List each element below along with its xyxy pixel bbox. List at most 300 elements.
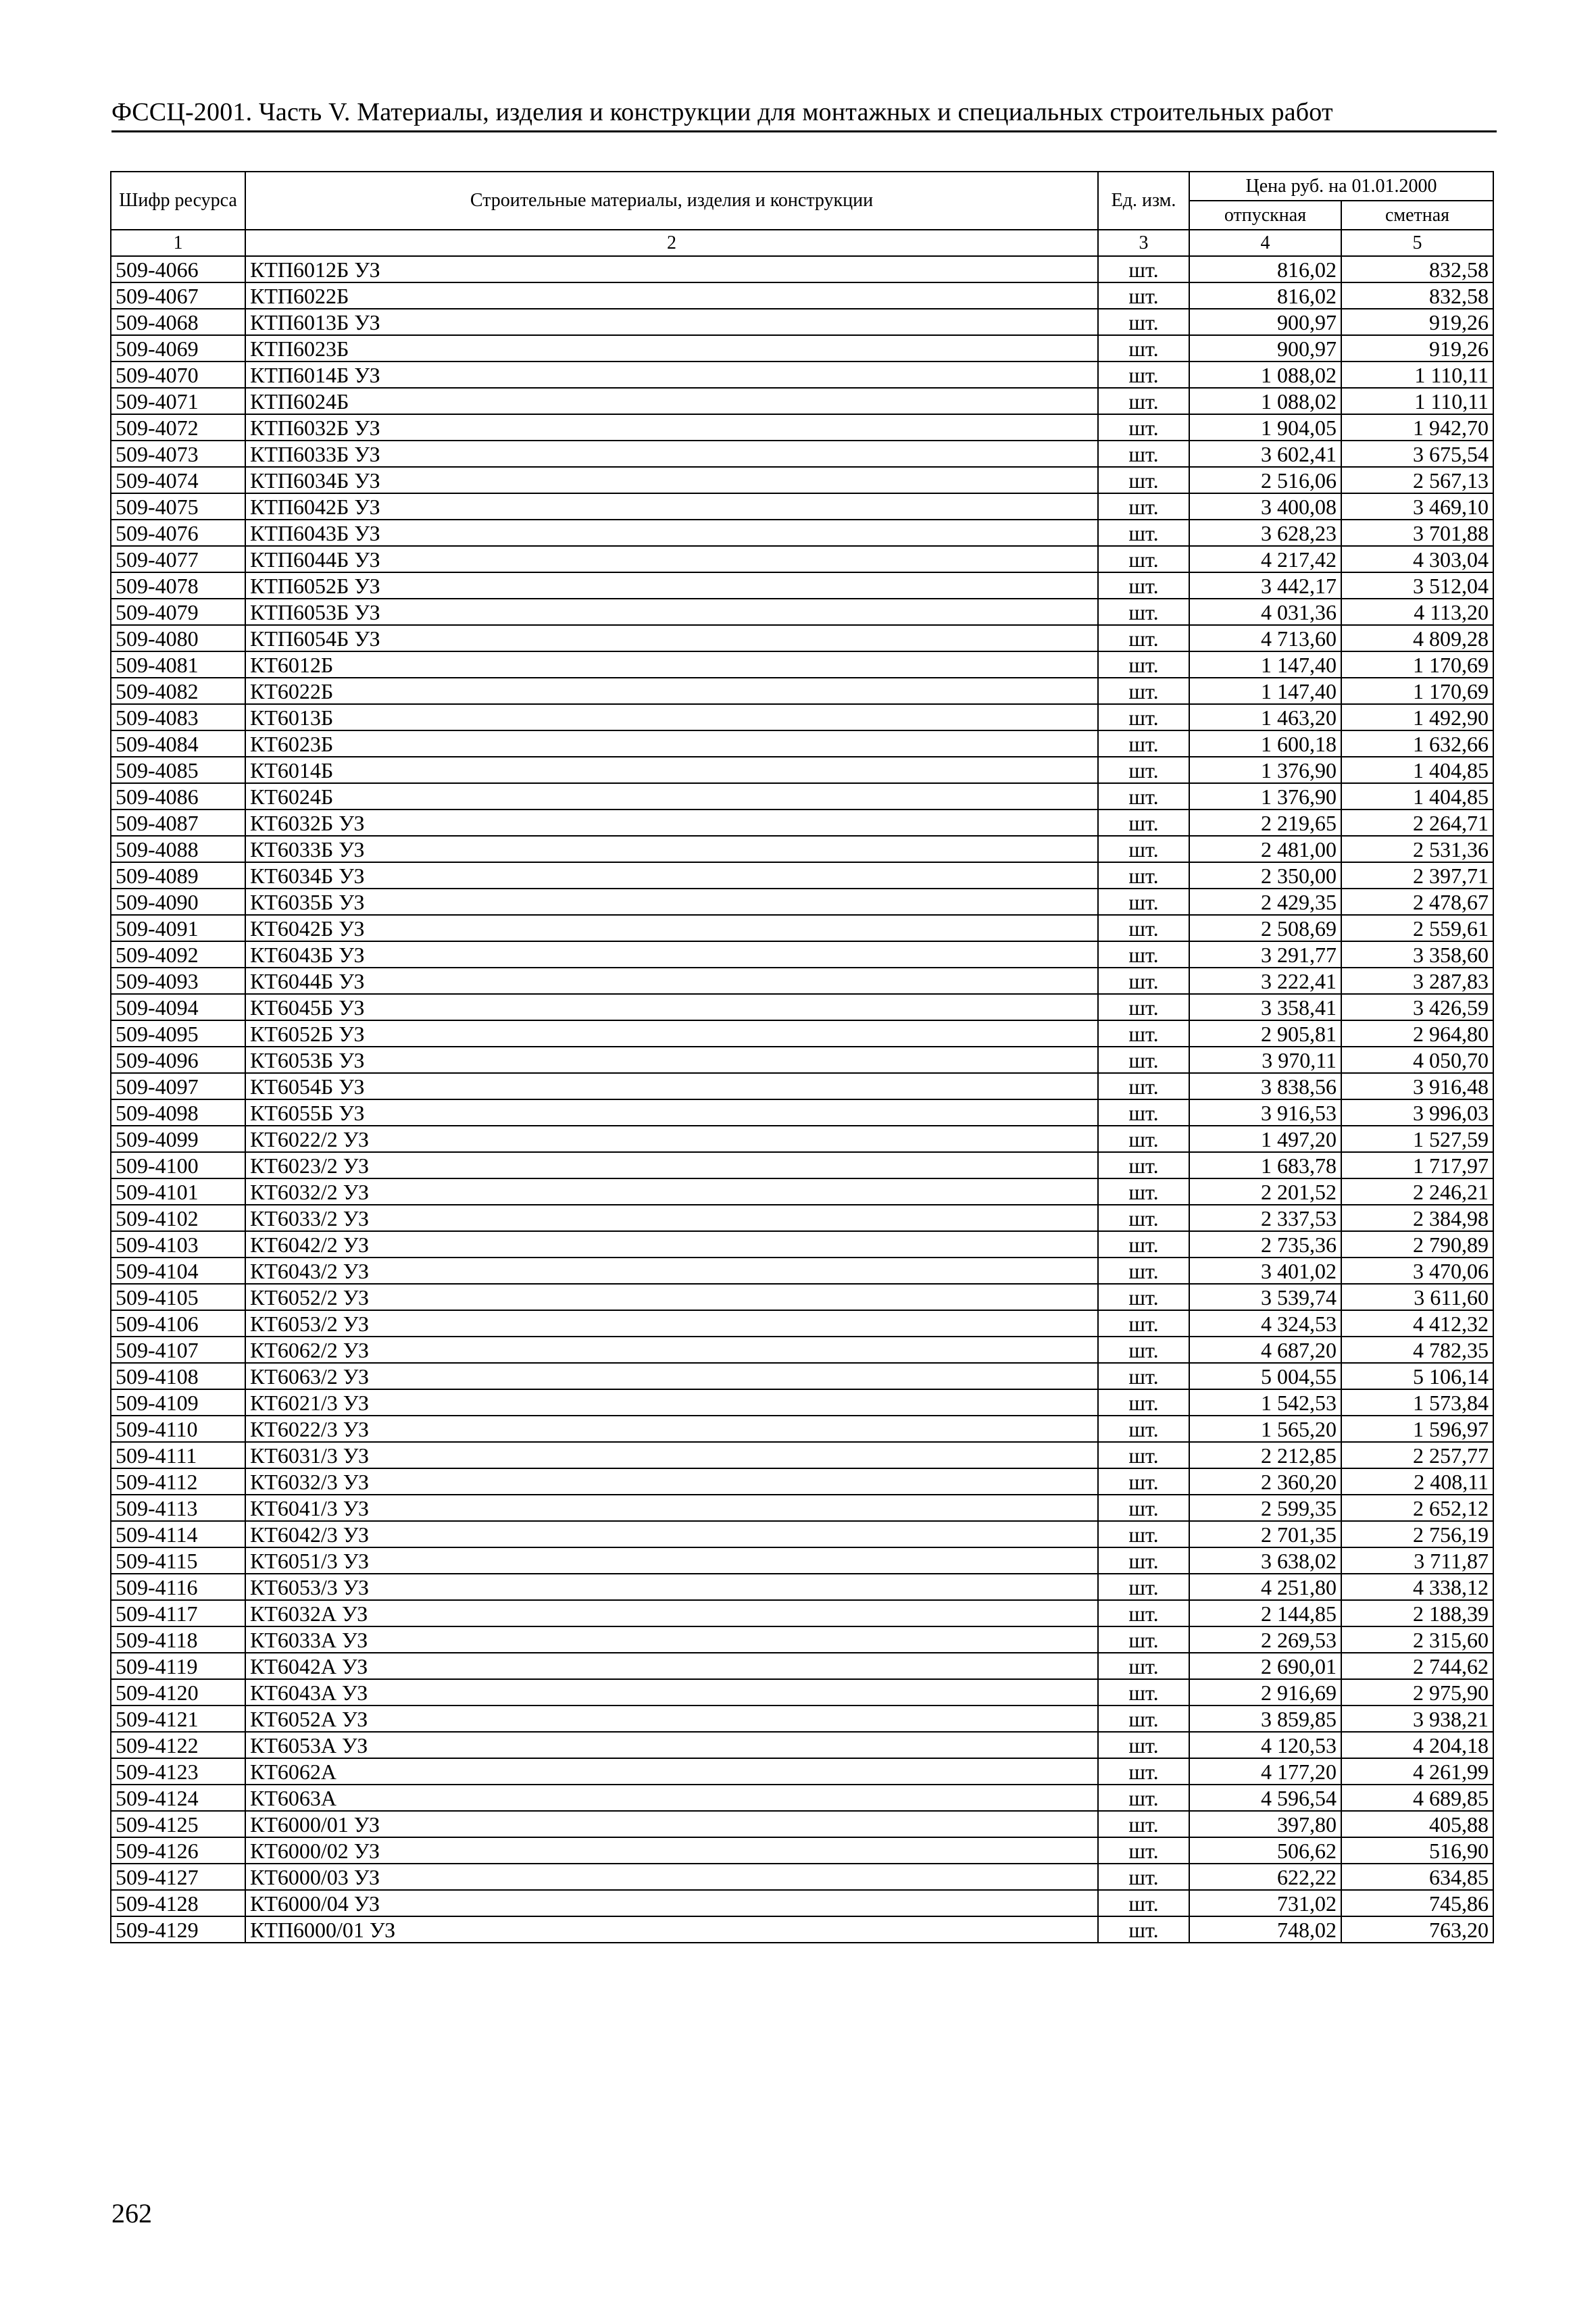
estimate-price-cell: 1 110,11 <box>1341 388 1493 414</box>
release-price-cell: 1 542,53 <box>1189 1389 1341 1416</box>
unit-cell: шт. <box>1098 1653 1189 1679</box>
table-row <box>111 1574 1493 1600</box>
estimate-price-cell: 763,20 <box>1341 1916 1493 1943</box>
resource-code-cell: 509-4119 <box>111 1653 245 1679</box>
table-row <box>111 1600 1493 1626</box>
material-name-cell: КТ6013Б <box>245 704 1098 730</box>
release-price-cell: 3 291,77 <box>1189 941 1341 968</box>
estimate-price-cell: 919,26 <box>1341 335 1493 362</box>
estimate-price-cell: 3 711,87 <box>1341 1547 1493 1574</box>
material-name-cell: КТП6022Б <box>245 282 1098 309</box>
material-name-cell: КТ6063/2 УЗ <box>245 1363 1098 1389</box>
material-name-cell: КТ6042/3 УЗ <box>245 1521 1098 1547</box>
material-name-cell: КТ6021/3 УЗ <box>245 1389 1098 1416</box>
release-price-cell: 2 516,06 <box>1189 467 1341 493</box>
unit-cell: шт. <box>1098 1547 1189 1574</box>
release-price-cell: 2 337,53 <box>1189 1205 1341 1231</box>
table-row <box>111 1706 1493 1732</box>
table-row <box>111 625 1493 651</box>
page-header-title: ФССЦ-2001. Часть V. Материалы, изделия и конструкции для монтажных и специальных строительных работ <box>111 98 1333 126</box>
estimate-price-cell: 2 188,39 <box>1341 1600 1493 1626</box>
unit-cell: шт. <box>1098 467 1189 493</box>
unit-cell: шт. <box>1098 1890 1189 1916</box>
unit-cell: шт. <box>1098 282 1189 309</box>
table-row <box>111 309 1493 335</box>
release-price-cell: 2 690,01 <box>1189 1653 1341 1679</box>
resource-code-cell: 509-4080 <box>111 625 245 651</box>
estimate-price-cell: 2 652,12 <box>1341 1495 1493 1521</box>
table-row <box>111 1310 1493 1337</box>
unit-cell: шт. <box>1098 520 1189 546</box>
unit-cell: шт. <box>1098 1020 1189 1047</box>
resource-code-cell: 509-4096 <box>111 1047 245 1073</box>
unit-cell: шт. <box>1098 994 1189 1020</box>
estimate-price-cell: 3 469,10 <box>1341 493 1493 520</box>
release-price-cell: 3 539,74 <box>1189 1284 1341 1310</box>
estimate-price-cell: 3 701,88 <box>1341 520 1493 546</box>
unit-cell: шт. <box>1098 599 1189 625</box>
release-price-cell: 3 838,56 <box>1189 1073 1341 1099</box>
resource-code-cell: 509-4092 <box>111 941 245 968</box>
header-release-price: отпускная <box>1189 201 1341 230</box>
estimate-price-cell: 2 384,98 <box>1341 1205 1493 1231</box>
table-row <box>111 915 1493 941</box>
table-row <box>111 1758 1493 1785</box>
resource-code-cell: 509-4094 <box>111 994 245 1020</box>
resource-code-cell: 509-4083 <box>111 704 245 730</box>
release-price-cell: 2 212,85 <box>1189 1442 1341 1468</box>
resource-code-cell: 509-4105 <box>111 1284 245 1310</box>
price-table-header <box>111 172 1493 256</box>
resource-code-cell: 509-4098 <box>111 1099 245 1126</box>
unit-cell: шт. <box>1098 915 1189 941</box>
unit-cell: шт. <box>1098 388 1189 414</box>
resource-code-cell: 509-4121 <box>111 1706 245 1732</box>
resource-code-cell: 509-4123 <box>111 1758 245 1785</box>
resource-code-cell: 509-4091 <box>111 915 245 941</box>
release-price-cell: 900,97 <box>1189 335 1341 362</box>
column-number: 2 <box>245 230 1098 256</box>
table-row <box>111 1521 1493 1547</box>
table-row <box>111 1468 1493 1495</box>
release-price-cell: 900,97 <box>1189 309 1341 335</box>
unit-cell: шт. <box>1098 1574 1189 1600</box>
table-row <box>111 730 1493 757</box>
table-row <box>111 520 1493 546</box>
unit-cell: шт. <box>1098 1811 1189 1837</box>
release-price-cell: 3 602,41 <box>1189 441 1341 467</box>
unit-cell: шт. <box>1098 1389 1189 1416</box>
table-row <box>111 599 1493 625</box>
unit-cell: шт. <box>1098 1758 1189 1785</box>
unit-cell: шт. <box>1098 1363 1189 1389</box>
header-code: Шифр ресурса <box>111 172 245 230</box>
unit-cell: шт. <box>1098 441 1189 467</box>
release-price-cell: 1 088,02 <box>1189 388 1341 414</box>
resource-code-cell: 509-4071 <box>111 388 245 414</box>
release-price-cell: 5 004,55 <box>1189 1363 1341 1389</box>
resource-code-cell: 509-4067 <box>111 282 245 309</box>
material-name-cell: КТ6044Б УЗ <box>245 968 1098 994</box>
release-price-cell: 4 217,42 <box>1189 546 1341 572</box>
release-price-cell: 731,02 <box>1189 1890 1341 1916</box>
table-row <box>111 994 1493 1020</box>
table-row <box>111 1732 1493 1758</box>
unit-cell: шт. <box>1098 1495 1189 1521</box>
estimate-price-cell: 5 106,14 <box>1341 1363 1493 1389</box>
resource-code-cell: 509-4117 <box>111 1600 245 1626</box>
resource-code-cell: 509-4095 <box>111 1020 245 1047</box>
material-name-cell: КТ6051/3 УЗ <box>245 1547 1098 1574</box>
unit-cell: шт. <box>1098 493 1189 520</box>
material-name-cell: КТ6022/2 УЗ <box>245 1126 1098 1152</box>
material-name-cell: КТ6033А УЗ <box>245 1626 1098 1653</box>
unit-cell: шт. <box>1098 1864 1189 1890</box>
table-row <box>111 1495 1493 1521</box>
unit-cell: шт. <box>1098 1785 1189 1811</box>
unit-cell: шт. <box>1098 1258 1189 1284</box>
estimate-price-cell: 1 492,90 <box>1341 704 1493 730</box>
material-name-cell: КТ6023Б <box>245 730 1098 757</box>
material-name-cell: КТП6000/01 УЗ <box>245 1916 1098 1943</box>
release-price-cell: 2 599,35 <box>1189 1495 1341 1521</box>
release-price-cell: 2 350,00 <box>1189 862 1341 889</box>
unit-cell: шт. <box>1098 414 1189 441</box>
resource-code-cell: 509-4070 <box>111 362 245 388</box>
material-name-cell: КТ6012Б <box>245 651 1098 678</box>
unit-cell: шт. <box>1098 309 1189 335</box>
resource-code-cell: 509-4100 <box>111 1152 245 1178</box>
table-row <box>111 1679 1493 1706</box>
material-name-cell: КТ6042А УЗ <box>245 1653 1098 1679</box>
resource-code-cell: 509-4101 <box>111 1178 245 1205</box>
resource-code-cell: 509-4113 <box>111 1495 245 1521</box>
unit-cell: шт. <box>1098 1732 1189 1758</box>
resource-code-cell: 509-4074 <box>111 467 245 493</box>
release-price-cell: 2 905,81 <box>1189 1020 1341 1047</box>
table-row <box>111 572 1493 599</box>
material-name-cell: КТ6043/2 УЗ <box>245 1258 1098 1284</box>
table-row <box>111 1073 1493 1099</box>
unit-cell: шт. <box>1098 1047 1189 1073</box>
unit-cell: шт. <box>1098 1205 1189 1231</box>
resource-code-cell: 509-4093 <box>111 968 245 994</box>
release-price-cell: 1 497,20 <box>1189 1126 1341 1152</box>
price-table <box>110 171 1494 1943</box>
estimate-price-cell: 4 113,20 <box>1341 599 1493 625</box>
unit-cell: шт. <box>1098 1152 1189 1178</box>
release-price-cell: 2 360,20 <box>1189 1468 1341 1495</box>
release-price-cell: 4 251,80 <box>1189 1574 1341 1600</box>
material-name-cell: КТ6033Б УЗ <box>245 836 1098 862</box>
material-name-cell: КТ6043А УЗ <box>245 1679 1098 1706</box>
page-number: 262 <box>111 2198 152 2229</box>
material-name-cell: КТ6053А УЗ <box>245 1732 1098 1758</box>
resource-code-cell: 509-4076 <box>111 520 245 546</box>
table-row <box>111 1416 1493 1442</box>
unit-cell: шт. <box>1098 941 1189 968</box>
estimate-price-cell: 3 512,04 <box>1341 572 1493 599</box>
unit-cell: шт. <box>1098 730 1189 757</box>
table-row <box>111 467 1493 493</box>
material-name-cell: КТ6034Б УЗ <box>245 862 1098 889</box>
release-price-cell: 2 269,53 <box>1189 1626 1341 1653</box>
resource-code-cell: 509-4128 <box>111 1890 245 1916</box>
material-name-cell: КТП6012Б УЗ <box>245 256 1098 282</box>
material-name-cell: КТ6033/2 УЗ <box>245 1205 1098 1231</box>
unit-cell: шт. <box>1098 1442 1189 1468</box>
estimate-price-cell: 2 397,71 <box>1341 862 1493 889</box>
estimate-price-cell: 2 478,67 <box>1341 889 1493 915</box>
release-price-cell: 1 463,20 <box>1189 704 1341 730</box>
material-name-cell: КТ6032/3 УЗ <box>245 1468 1098 1495</box>
unit-cell: шт. <box>1098 836 1189 862</box>
table-row <box>111 546 1493 572</box>
release-price-cell: 1 147,40 <box>1189 651 1341 678</box>
table-row <box>111 1363 1493 1389</box>
table-row <box>111 1837 1493 1864</box>
table-row <box>111 678 1493 704</box>
release-price-cell: 4 324,53 <box>1189 1310 1341 1337</box>
release-price-cell: 3 628,23 <box>1189 520 1341 546</box>
column-number: 4 <box>1189 230 1341 256</box>
table-row <box>111 414 1493 441</box>
table-row <box>111 1811 1493 1837</box>
material-name-cell: КТ6041/3 УЗ <box>245 1495 1098 1521</box>
unit-cell: шт. <box>1098 1837 1189 1864</box>
unit-cell: шт. <box>1098 362 1189 388</box>
material-name-cell: КТП6034Б УЗ <box>245 467 1098 493</box>
estimate-price-cell: 2 964,80 <box>1341 1020 1493 1047</box>
unit-cell: шт. <box>1098 1337 1189 1363</box>
release-price-cell: 2 429,35 <box>1189 889 1341 915</box>
resource-code-cell: 509-4103 <box>111 1231 245 1258</box>
table-row <box>111 1653 1493 1679</box>
table-row <box>111 441 1493 467</box>
estimate-price-cell: 3 938,21 <box>1341 1706 1493 1732</box>
unit-cell: шт. <box>1098 968 1189 994</box>
unit-cell: шт. <box>1098 810 1189 836</box>
estimate-price-cell: 2 257,77 <box>1341 1442 1493 1468</box>
estimate-price-cell: 1 717,97 <box>1341 1152 1493 1178</box>
table-row <box>111 1547 1493 1574</box>
resource-code-cell: 509-4111 <box>111 1442 245 1468</box>
unit-cell: шт. <box>1098 862 1189 889</box>
material-name-cell: КТП6052Б УЗ <box>245 572 1098 599</box>
release-price-cell: 2 701,35 <box>1189 1521 1341 1547</box>
estimate-price-cell: 2 559,61 <box>1341 915 1493 941</box>
material-name-cell: КТ6062/2 УЗ <box>245 1337 1098 1363</box>
material-name-cell: КТ6042Б УЗ <box>245 915 1098 941</box>
table-row <box>111 1047 1493 1073</box>
unit-cell: шт. <box>1098 1416 1189 1442</box>
estimate-price-cell: 3 996,03 <box>1341 1099 1493 1126</box>
estimate-price-cell: 1 942,70 <box>1341 414 1493 441</box>
unit-cell: шт. <box>1098 1073 1189 1099</box>
resource-code-cell: 509-4116 <box>111 1574 245 1600</box>
unit-cell: шт. <box>1098 1626 1189 1653</box>
resource-code-cell: 509-4066 <box>111 256 245 282</box>
material-name-cell: КТП6023Б <box>245 335 1098 362</box>
column-number: 5 <box>1341 230 1493 256</box>
table-row <box>111 889 1493 915</box>
resource-code-cell: 509-4085 <box>111 757 245 783</box>
table-row <box>111 1231 1493 1258</box>
estimate-price-cell: 634,85 <box>1341 1864 1493 1890</box>
release-price-cell: 506,62 <box>1189 1837 1341 1864</box>
estimate-price-cell: 2 246,21 <box>1341 1178 1493 1205</box>
material-name-cell: КТ6032Б УЗ <box>245 810 1098 836</box>
resource-code-cell: 509-4122 <box>111 1732 245 1758</box>
unit-cell: шт. <box>1098 651 1189 678</box>
resource-code-cell: 509-4124 <box>111 1785 245 1811</box>
material-name-cell: КТП6053Б УЗ <box>245 599 1098 625</box>
estimate-price-cell: 4 261,99 <box>1341 1758 1493 1785</box>
release-price-cell: 397,80 <box>1189 1811 1341 1837</box>
table-row <box>111 1785 1493 1811</box>
table-row <box>111 757 1493 783</box>
estimate-price-cell: 1 573,84 <box>1341 1389 1493 1416</box>
unit-cell: шт. <box>1098 1521 1189 1547</box>
table-row <box>111 256 1493 282</box>
unit-cell: шт. <box>1098 1679 1189 1706</box>
estimate-price-cell: 3 287,83 <box>1341 968 1493 994</box>
material-name-cell: КТ6035Б УЗ <box>245 889 1098 915</box>
material-name-cell: КТ6031/3 УЗ <box>245 1442 1098 1468</box>
resource-code-cell: 509-4088 <box>111 836 245 862</box>
unit-cell: шт. <box>1098 1310 1189 1337</box>
table-row <box>111 1126 1493 1152</box>
material-name-cell: КТП6033Б УЗ <box>245 441 1098 467</box>
unit-cell: шт. <box>1098 757 1189 783</box>
unit-cell: шт. <box>1098 1916 1189 1943</box>
release-price-cell: 3 358,41 <box>1189 994 1341 1020</box>
release-price-cell: 2 735,36 <box>1189 1231 1341 1258</box>
table-row <box>111 1864 1493 1890</box>
resource-code-cell: 509-4081 <box>111 651 245 678</box>
unit-cell: шт. <box>1098 889 1189 915</box>
unit-cell: шт. <box>1098 1706 1189 1732</box>
table-row <box>111 388 1493 414</box>
resource-code-cell: 509-4107 <box>111 1337 245 1363</box>
unit-cell: шт. <box>1098 1284 1189 1310</box>
estimate-price-cell: 2 531,36 <box>1341 836 1493 862</box>
table-row <box>111 1178 1493 1205</box>
estimate-price-cell: 2 744,62 <box>1341 1653 1493 1679</box>
table-row <box>111 1890 1493 1916</box>
estimate-price-cell: 516,90 <box>1341 1837 1493 1864</box>
table-row <box>111 1337 1493 1363</box>
table-row <box>111 493 1493 520</box>
estimate-price-cell: 2 408,11 <box>1341 1468 1493 1495</box>
table-row <box>111 836 1493 862</box>
resource-code-cell: 509-4087 <box>111 810 245 836</box>
estimate-price-cell: 4 412,32 <box>1341 1310 1493 1337</box>
release-price-cell: 2 219,65 <box>1189 810 1341 836</box>
resource-code-cell: 509-4099 <box>111 1126 245 1152</box>
release-price-cell: 4 120,53 <box>1189 1732 1341 1758</box>
header-estimate-price: сметная <box>1341 201 1493 230</box>
material-name-cell: КТ6032А УЗ <box>245 1600 1098 1626</box>
material-name-cell: КТП6042Б УЗ <box>245 493 1098 520</box>
material-name-cell: КТП6044Б УЗ <box>245 546 1098 572</box>
header-unit: Ед. изм. <box>1098 172 1189 230</box>
material-name-cell: КТП6043Б УЗ <box>245 520 1098 546</box>
material-name-cell: КТ6024Б <box>245 783 1098 810</box>
release-price-cell: 1 088,02 <box>1189 362 1341 388</box>
material-name-cell: КТ6053/3 УЗ <box>245 1574 1098 1600</box>
estimate-price-cell: 1 596,97 <box>1341 1416 1493 1442</box>
release-price-cell: 3 222,41 <box>1189 968 1341 994</box>
resource-code-cell: 509-4110 <box>111 1416 245 1442</box>
material-name-cell: КТ6014Б <box>245 757 1098 783</box>
material-name-cell: КТ6000/01 УЗ <box>245 1811 1098 1837</box>
unit-cell: шт. <box>1098 1099 1189 1126</box>
table-row <box>111 1284 1493 1310</box>
estimate-price-cell: 2 756,19 <box>1341 1521 1493 1547</box>
resource-code-cell: 509-4102 <box>111 1205 245 1231</box>
table-row <box>111 282 1493 309</box>
release-price-cell: 3 638,02 <box>1189 1547 1341 1574</box>
material-name-cell: КТ6045Б УЗ <box>245 994 1098 1020</box>
material-name-cell: КТ6055Б УЗ <box>245 1099 1098 1126</box>
release-price-cell: 4 713,60 <box>1189 625 1341 651</box>
table-row <box>111 704 1493 730</box>
table-row <box>111 335 1493 362</box>
unit-cell: шт. <box>1098 572 1189 599</box>
estimate-price-cell: 1 170,69 <box>1341 678 1493 704</box>
header-name: Строительные материалы, изделия и конструкции <box>245 172 1098 230</box>
resource-code-cell: 509-4078 <box>111 572 245 599</box>
resource-code-cell: 509-4118 <box>111 1626 245 1653</box>
unit-cell: шт. <box>1098 1126 1189 1152</box>
estimate-price-cell: 4 809,28 <box>1341 625 1493 651</box>
material-name-cell: КТ6043Б УЗ <box>245 941 1098 968</box>
estimate-price-cell: 2 264,71 <box>1341 810 1493 836</box>
resource-code-cell: 509-4069 <box>111 335 245 362</box>
material-name-cell: КТ6000/04 УЗ <box>245 1890 1098 1916</box>
unit-cell: шт. <box>1098 256 1189 282</box>
estimate-price-cell: 1 404,85 <box>1341 757 1493 783</box>
unit-cell: шт. <box>1098 625 1189 651</box>
unit-cell: шт. <box>1098 1178 1189 1205</box>
resource-code-cell: 509-4082 <box>111 678 245 704</box>
release-price-cell: 3 401,02 <box>1189 1258 1341 1284</box>
table-row <box>111 1916 1493 1943</box>
material-name-cell: КТП6054Б УЗ <box>245 625 1098 651</box>
resource-code-cell: 509-4127 <box>111 1864 245 1890</box>
estimate-price-cell: 4 782,35 <box>1341 1337 1493 1363</box>
estimate-price-cell: 919,26 <box>1341 309 1493 335</box>
estimate-price-cell: 4 689,85 <box>1341 1785 1493 1811</box>
estimate-price-cell: 745,86 <box>1341 1890 1493 1916</box>
table-row <box>111 1152 1493 1178</box>
estimate-price-cell: 2 315,60 <box>1341 1626 1493 1653</box>
release-price-cell: 4 687,20 <box>1189 1337 1341 1363</box>
table-row <box>111 941 1493 968</box>
table-row <box>111 1442 1493 1468</box>
resource-code-cell: 509-4089 <box>111 862 245 889</box>
unit-cell: шт. <box>1098 1231 1189 1258</box>
table-row <box>111 1205 1493 1231</box>
material-name-cell: КТ6000/03 УЗ <box>245 1864 1098 1890</box>
estimate-price-cell: 4 338,12 <box>1341 1574 1493 1600</box>
page-header <box>111 95 1497 132</box>
table-row <box>111 783 1493 810</box>
resource-code-cell: 509-4073 <box>111 441 245 467</box>
estimate-price-cell: 832,58 <box>1341 282 1493 309</box>
release-price-cell: 1 376,90 <box>1189 783 1341 810</box>
